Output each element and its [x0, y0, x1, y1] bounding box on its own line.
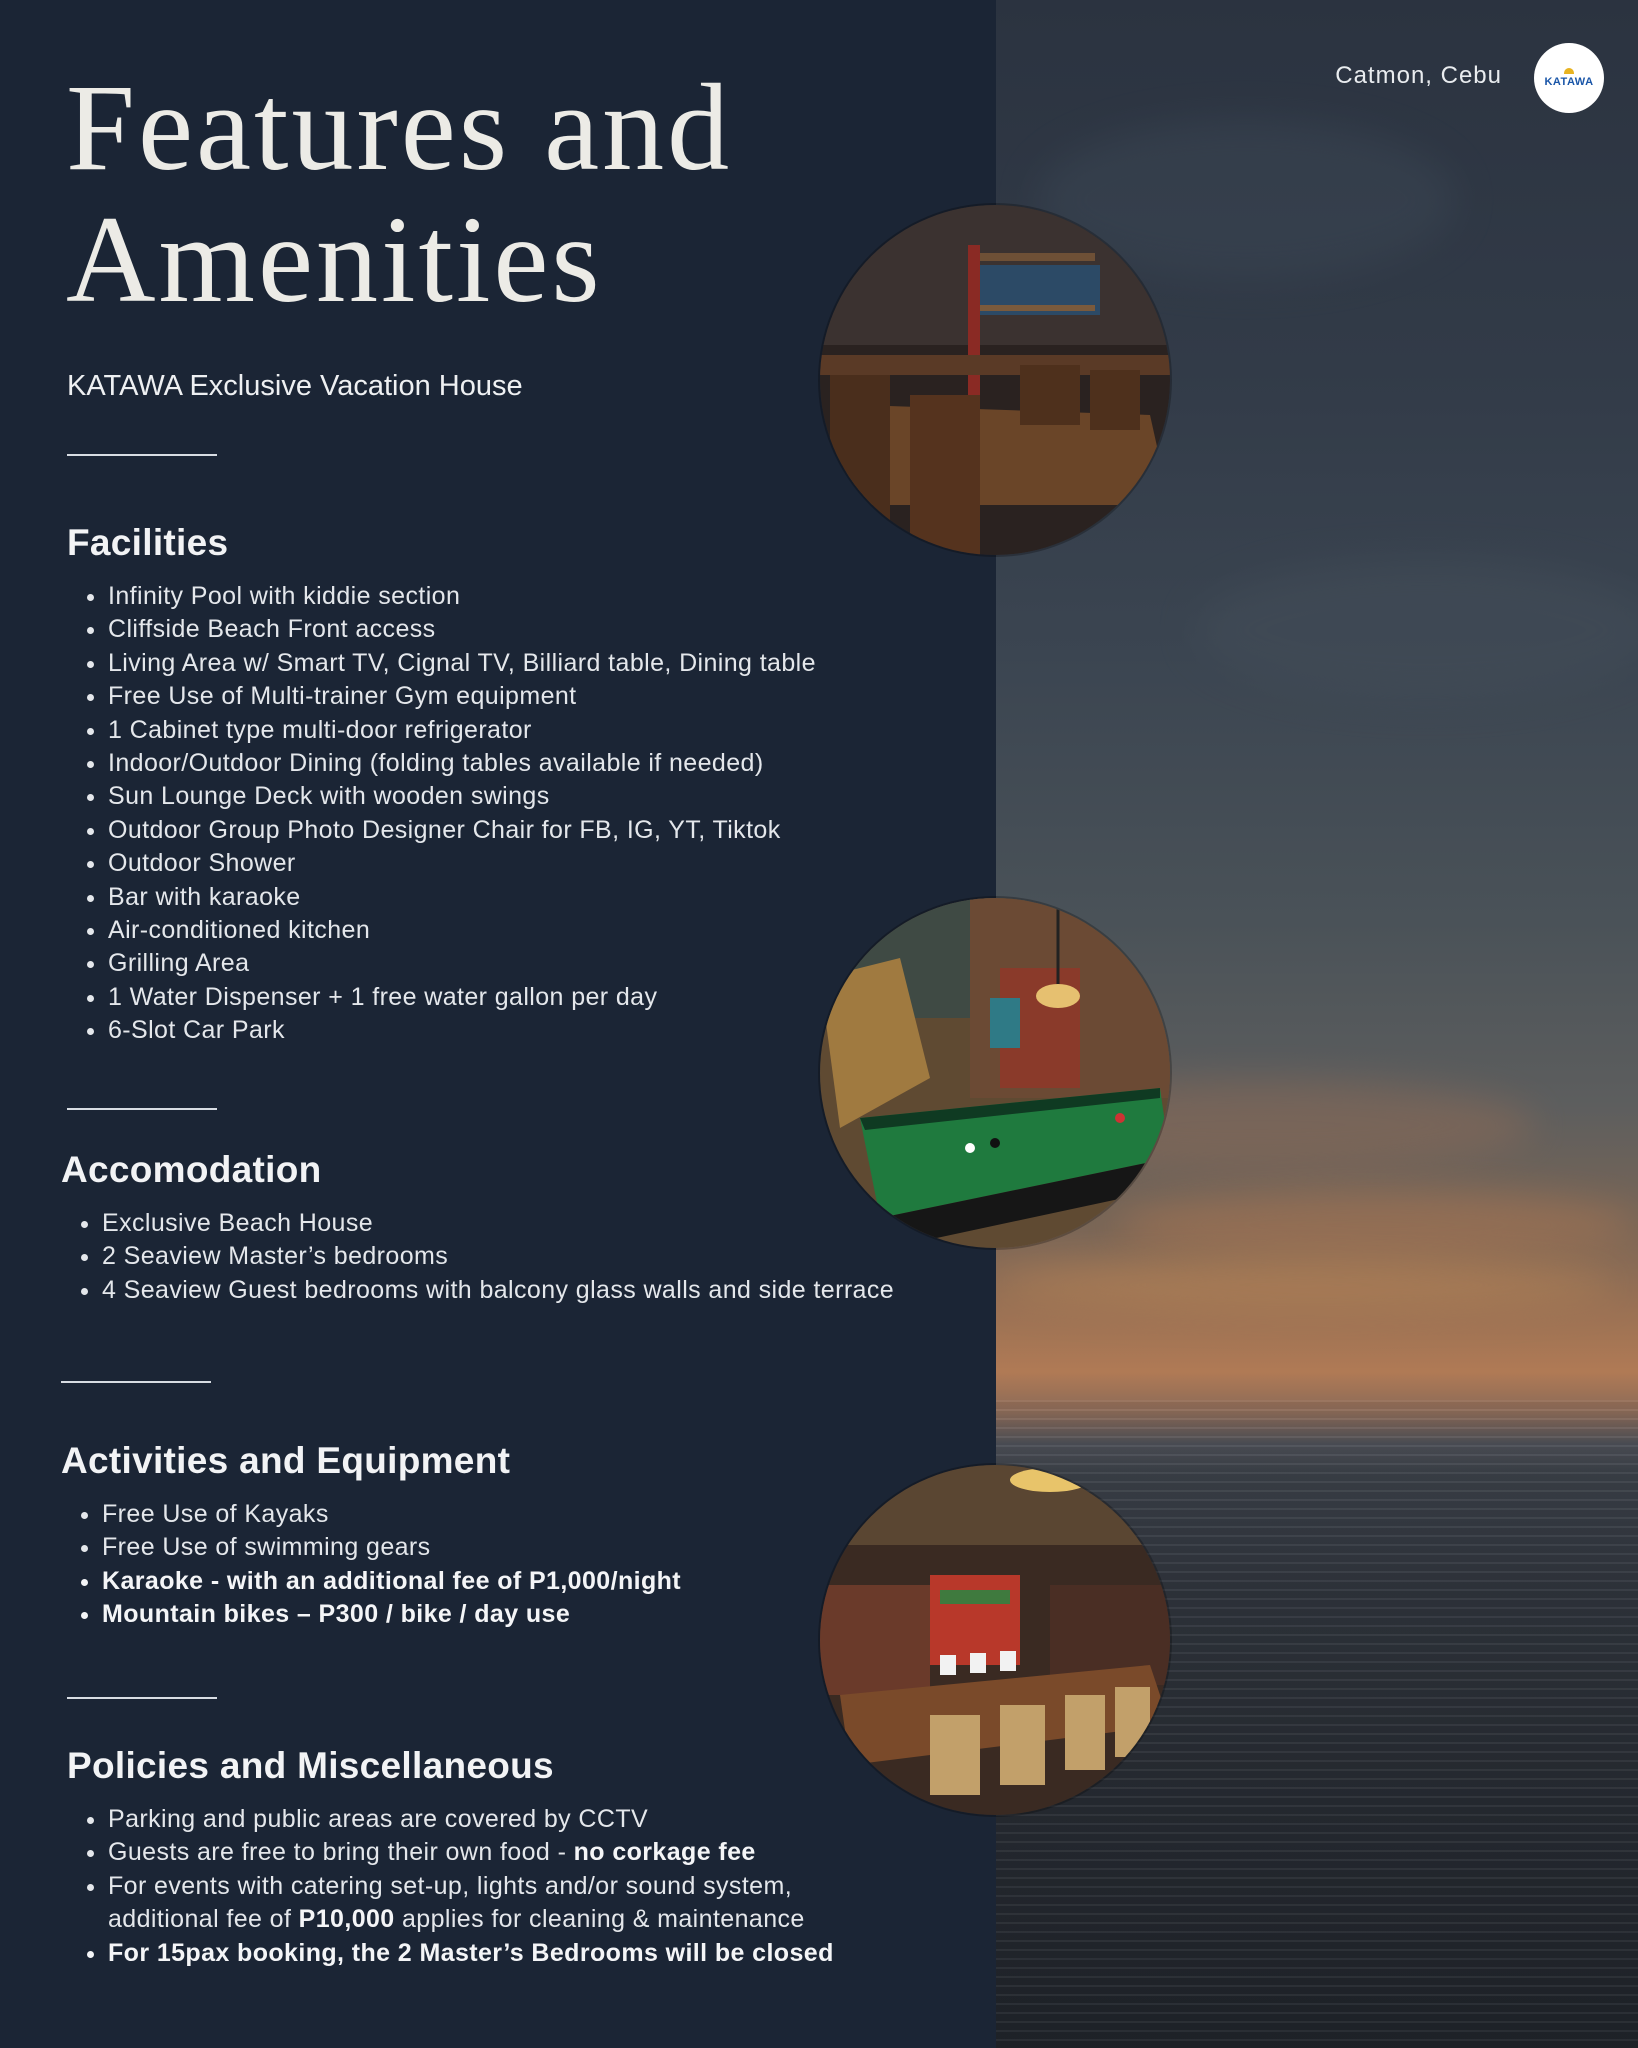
- section-heading: Facilities: [67, 522, 229, 563]
- accomodation-list: [61, 1207, 921, 1307]
- title-line-1: Features and: [66, 59, 733, 196]
- section-heading: Policies and Miscellaneous: [67, 1745, 554, 1786]
- page-title: [66, 59, 733, 328]
- list-item-emphasis: no corkage fee: [573, 1838, 756, 1867]
- list-item: • Living Area w/ Smart TV, Cignal TV, Billiard table, Dining table: [108, 647, 816, 680]
- list-item-text: Guests are free to bring their own food -: [108, 1838, 574, 1867]
- facilities-list: [67, 580, 816, 1048]
- list-item: • Air-conditioned kitchen: [108, 914, 816, 947]
- list-item: • Free Use of Multi-trainer Gym equipment: [108, 680, 816, 713]
- divider: [67, 454, 217, 456]
- title-line-2: Amenities: [66, 191, 603, 328]
- facilities-section: [67, 522, 816, 1048]
- list-item: • Outdoor Shower: [108, 847, 816, 880]
- katawa-logo: [1534, 43, 1604, 113]
- list-item: • 6-Slot Car Park: [108, 1014, 816, 1047]
- list-item: • Cliffside Beach Front access: [108, 613, 816, 646]
- location-label: Catmon, Cebu: [1335, 62, 1502, 89]
- section-heading: Activities and Equipment: [61, 1440, 511, 1481]
- list-item: • Free Use of swimming gears: [102, 1531, 681, 1564]
- billiard-room-photo: [820, 898, 1170, 1248]
- list-item: [108, 1870, 907, 1937]
- list-item: • 4 Seaview Guest bedrooms with balcony glass walls and side terrace: [102, 1274, 921, 1307]
- list-item: • Exclusive Beach House: [102, 1207, 921, 1240]
- list-item: • Karaoke - with an additional fee of P1,000/night: [102, 1565, 681, 1598]
- page-subtitle: KATAWA Exclusive Vacation House: [67, 370, 523, 402]
- activities-section: [61, 1440, 681, 1632]
- sun-icon: [1564, 68, 1574, 74]
- policies-section: [67, 1745, 907, 1970]
- section-heading: Accomodation: [61, 1149, 322, 1190]
- divider: [67, 1697, 217, 1699]
- list-item: [108, 1836, 907, 1869]
- list-item: • 1 Cabinet type multi-door refrigerator: [108, 714, 816, 747]
- list-item: • For 15pax booking, the 2 Master’s Bedrooms will be closed: [108, 1937, 907, 1970]
- list-item: • Grilling Area: [108, 947, 816, 980]
- list-item: • Bar with karaoke: [108, 881, 816, 914]
- list-item: • Sun Lounge Deck with wooden swings: [108, 780, 816, 813]
- list-item-emphasis: P10,000: [298, 1905, 395, 1934]
- dining-bar-photo: [820, 205, 1170, 555]
- list-item: • Mountain bikes – P300 / bike / day use: [102, 1598, 681, 1631]
- indoor-dining-photo: [820, 1465, 1170, 1815]
- list-item: • Outdoor Group Photo Designer Chair for FB, IG, YT, Tiktok: [108, 814, 816, 847]
- list-item: • 2 Seaview Master’s bedrooms: [102, 1240, 921, 1273]
- policies-list: [67, 1803, 907, 1970]
- logo-text: KATAWA: [1544, 76, 1594, 88]
- list-item-text: For events with catering set-up, lights and/or sound system, additional fee of: [108, 1871, 793, 1934]
- activities-list: [61, 1498, 681, 1632]
- list-item: • Indoor/Outdoor Dining (folding tables available if needed): [108, 747, 816, 780]
- list-item: • Free Use of Kayaks: [102, 1498, 681, 1531]
- list-item: • Parking and public areas are covered by CCTV: [108, 1803, 907, 1836]
- list-item: • Infinity Pool with kiddie section: [108, 580, 816, 613]
- list-item: • 1 Water Dispenser + 1 free water gallon per day: [108, 981, 816, 1014]
- divider: [67, 1108, 217, 1110]
- accomodation-section: [61, 1149, 921, 1307]
- divider: [61, 1381, 211, 1383]
- list-item-text: applies for cleaning & maintenance: [394, 1905, 805, 1934]
